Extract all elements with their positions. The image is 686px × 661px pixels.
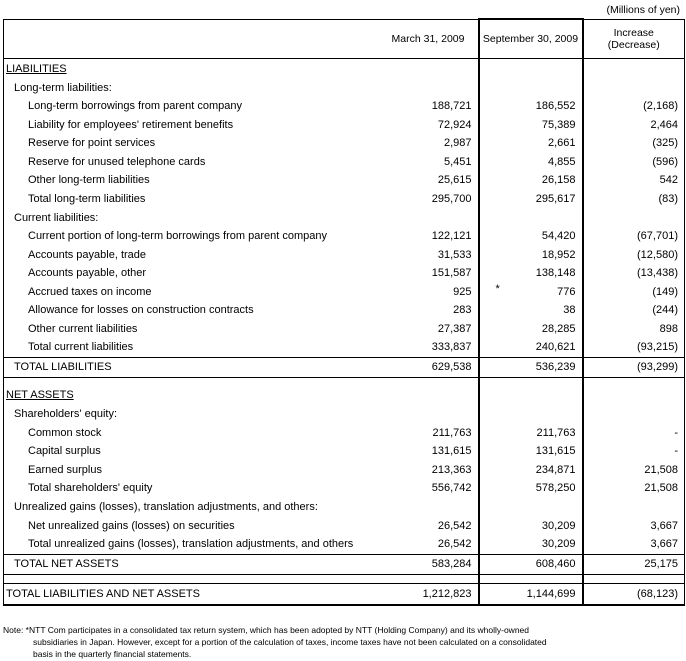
value-september: 26,158 (479, 171, 583, 190)
value-march: 25,615 (437, 174, 472, 187)
value-september: 240,621 (479, 338, 583, 357)
value-march: 925 (453, 285, 472, 298)
value-september: 186,552 (479, 97, 583, 116)
value-september: 30,209 (479, 535, 583, 554)
value-march: 72,924 (437, 118, 472, 131)
value-increase: 3,667 (583, 517, 685, 536)
value-september: 295,617 (479, 190, 583, 209)
value-increase: (12,580) (583, 246, 685, 265)
value-march: 27,387 (437, 322, 472, 335)
table-row (4, 116, 685, 135)
value-march: 122,121 (431, 230, 472, 243)
table-row (4, 301, 685, 320)
section-long-term: Long-term liabilities: (4, 78, 379, 97)
section-liabilities: LIABILITIES (6, 62, 67, 75)
row-label: Net unrealized gains (losses) on securities (4, 517, 379, 536)
value-march: 295,700 (431, 192, 472, 205)
footnote (3, 624, 683, 660)
grand-total-row (4, 583, 685, 605)
value-september-text: 776 (557, 285, 576, 298)
value-march: 188,721 (431, 100, 472, 113)
value-increase: - (583, 442, 685, 461)
row-label: Other current liabilities (4, 320, 379, 339)
balance-sheet-table (3, 18, 685, 606)
value-march: 1,212,823 (379, 583, 479, 605)
footnote-line3: basis in the quarterly financial statements. (33, 649, 192, 659)
value-september: 1,144,699 (479, 583, 583, 605)
value-march: 26,542 (437, 538, 472, 551)
value-march: 26,542 (437, 519, 472, 532)
section-row (4, 386, 685, 405)
table-row (4, 320, 685, 339)
value-september: 28,285 (479, 320, 583, 339)
value-increase: (13,438) (583, 264, 685, 283)
value-september: 578,250 (479, 479, 583, 498)
value-september: 4,855 (479, 153, 583, 172)
value-increase: 25,175 (583, 554, 685, 574)
row-label: Other long-term liabilities (4, 171, 379, 190)
value-march: 629,538 (379, 357, 479, 377)
total-liabilities-row (4, 357, 685, 377)
row-label: Total current liabilities (4, 338, 379, 357)
value-march: 151,587 (431, 267, 472, 280)
value-september: 2,661 (479, 134, 583, 153)
value-march: 556,742 (431, 482, 472, 495)
value-increase: (2,168) (583, 97, 685, 116)
value-increase: (68,123) (583, 583, 685, 605)
section-row (4, 78, 685, 97)
value-march: 213,363 (431, 463, 472, 476)
header-increase-line2: (Decrease) (607, 38, 660, 51)
row-label: Reserve for unused telephone cards (4, 153, 379, 172)
value-increase: (93,299) (583, 357, 685, 377)
row-label: Accounts payable, trade (4, 246, 379, 265)
row-label: TOTAL NET ASSETS (4, 554, 379, 574)
value-increase: 2,464 (583, 116, 685, 135)
table-row (4, 461, 685, 480)
value-increase: 3,667 (583, 535, 685, 554)
value-september (479, 283, 583, 302)
row-label: Reserve for point services (4, 134, 379, 153)
section-net-assets: NET ASSETS (6, 389, 74, 401)
table-row (4, 246, 685, 265)
section-unrealized: Unrealized gains (losses), translation adjustments, and others: (4, 498, 379, 517)
value-march: 333,837 (431, 341, 472, 354)
row-label: Total unrealized gains (losses), translation adjustments, and others (4, 535, 379, 554)
header-september: September 30, 2009 (479, 19, 583, 59)
value-increase: (67,701) (583, 227, 685, 246)
row-label: Earned surplus (4, 461, 379, 480)
value-increase: (83) (583, 190, 685, 209)
table-row (4, 442, 685, 461)
table-row (4, 97, 685, 116)
row-label: TOTAL LIABILITIES AND NET ASSETS (4, 583, 379, 605)
value-september: 536,239 (479, 357, 583, 377)
row-label: Long-term borrowings from parent company (4, 97, 379, 116)
value-september: 131,615 (479, 442, 583, 461)
value-september: 54,420 (479, 227, 583, 246)
value-september: 18,952 (479, 246, 583, 265)
header-increase (583, 19, 685, 59)
section-shareholders-equity: Shareholders' equity: (4, 405, 379, 424)
value-september: 75,389 (479, 116, 583, 135)
footnote-asterisk: * (495, 282, 500, 295)
value-march: 5,451 (443, 155, 472, 168)
header-march: March 31, 2009 (379, 19, 479, 59)
row-label: Accrued taxes on income (4, 283, 379, 302)
value-increase: (244) (583, 301, 685, 320)
row-label: Liability for employees' retirement benefits (4, 116, 379, 135)
table-row (4, 338, 685, 357)
row-label: Accounts payable, other (4, 264, 379, 283)
table-row (4, 424, 685, 443)
table-row (4, 190, 685, 209)
value-march: 2,987 (443, 137, 472, 150)
section-row (4, 59, 685, 79)
value-increase: 21,508 (583, 479, 685, 498)
section-current: Current liabilities: (4, 208, 379, 227)
table-row (4, 283, 685, 302)
table-row (4, 171, 685, 190)
value-march: 31,533 (437, 248, 472, 261)
table-row (4, 153, 685, 172)
row-label: TOTAL LIABILITIES (4, 357, 379, 377)
table-row (4, 227, 685, 246)
value-increase: (149) (583, 283, 685, 302)
value-increase: (93,215) (583, 338, 685, 357)
value-increase: 542 (583, 171, 685, 190)
value-increase: 21,508 (583, 461, 685, 480)
value-march: 283 (453, 304, 472, 317)
table-row (4, 535, 685, 554)
row-label: Total shareholders' equity (4, 479, 379, 498)
section-row (4, 208, 685, 227)
section-row (4, 405, 685, 424)
value-september: 138,148 (479, 264, 583, 283)
header-label (4, 19, 379, 59)
value-increase: (596) (583, 153, 685, 172)
value-march: 211,763 (432, 426, 472, 439)
value-september: 38 (479, 301, 583, 320)
footnote-line1: Note: *NTT Com participates in a consolidated tax return system, which has been adopted by NTT (Holding Company) and its wholly-owned (3, 625, 529, 635)
value-september: 211,763 (479, 424, 583, 443)
row-label: Capital surplus (4, 442, 379, 461)
table-row (4, 517, 685, 536)
value-september: 30,209 (479, 517, 583, 536)
units-label: (Millions of yen) (606, 4, 680, 16)
row-label: Current portion of long-term borrowings from parent company (4, 227, 379, 246)
table-row (4, 134, 685, 153)
row-label: Total long-term liabilities (4, 190, 379, 209)
section-row (4, 498, 685, 517)
row-label: Allowance for losses on construction contracts (4, 301, 379, 320)
table-row (4, 264, 685, 283)
value-increase: 898 (583, 320, 685, 339)
value-march: 583,284 (379, 554, 479, 574)
value-increase: - (583, 424, 685, 443)
header-row (4, 19, 685, 59)
table-row (4, 479, 685, 498)
total-net-assets-row (4, 554, 685, 574)
value-increase: (325) (583, 134, 685, 153)
footnote-line2: subsidiaries in Japan. However, except for a portion of the calculation of taxes, income taxes have not been calculated on a consolidated (33, 637, 547, 647)
value-september: 234,871 (479, 461, 583, 480)
header-increase-line1: Increase (613, 26, 654, 39)
value-september: 608,460 (479, 554, 583, 574)
row-label: Common stock (4, 424, 379, 443)
value-march: 131,615 (431, 445, 472, 458)
